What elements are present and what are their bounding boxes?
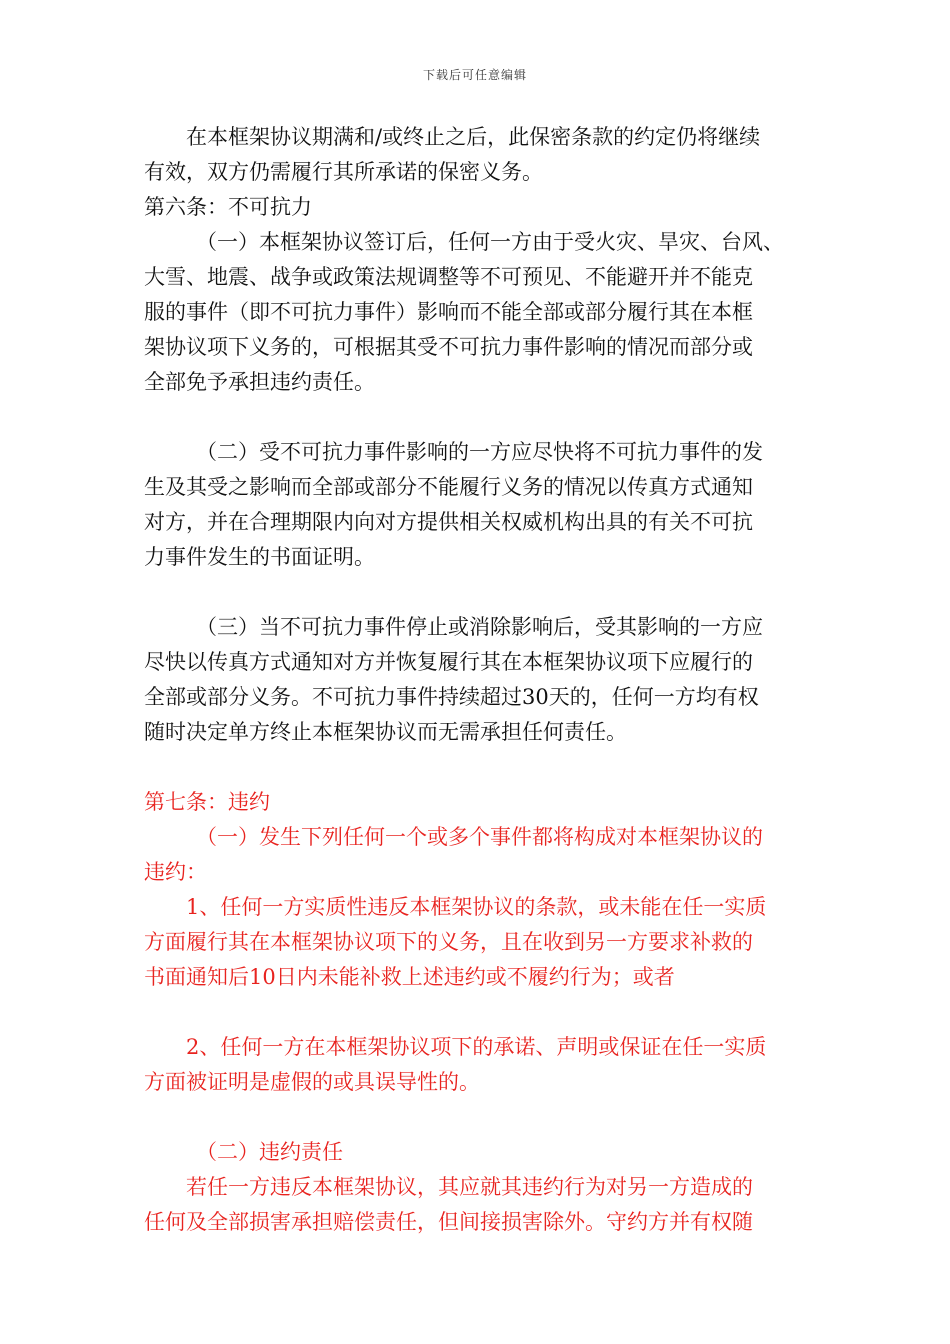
text-line: 违约：: [144, 860, 207, 884]
text-line: （三）当不可抗力事件停止或消除影响后，受其影响的一方应: [196, 615, 763, 639]
text-line: 全部免予承担违约责任。: [144, 370, 375, 394]
text-line: 书面通知后10日内未能补救上述违约或不履约行为；或者: [144, 965, 675, 989]
text-line: 生及其受之影响而全部或部分不能履行义务的情况以传真方式通知: [144, 475, 753, 499]
text-line: 第六条：不可抗力: [144, 195, 312, 219]
text-line: 大雪、地震、战争或政策法规调整等不可预见、不能避开并不能克: [144, 265, 753, 289]
paragraph-spacer: [144, 1100, 814, 1135]
document-body: [144, 120, 814, 1240]
paragraph-spacer: [144, 575, 814, 610]
text-line: 方面履行其在本框架协议项下的义务，且在收到另一方要求补救的: [144, 930, 753, 954]
text-line: 方面被证明是虚假的或具误导性的。: [144, 1070, 480, 1094]
text-line: 若任一方违反本框架协议，其应就其违约行为对另一方造成的: [186, 1175, 753, 1199]
text-line: 对方，并在合理期限内向对方提供相关权威机构出具的有关不可抗: [144, 510, 753, 534]
text-line: 2、任何一方在本框架协议项下的承诺、声明或保证在任一实质: [186, 1035, 767, 1059]
text-line: 力事件发生的书面证明。: [144, 545, 375, 569]
text-line: 全部或部分义务。不可抗力事件持续超过30天的，任何一方均有权: [144, 685, 759, 709]
text-line: 随时决定单方终止本框架协议而无需承担任何责任。: [144, 720, 627, 744]
text-line: 尽快以传真方式通知对方并恢复履行其在本框架协议项下应履行的: [144, 650, 753, 674]
text-line: 在本框架协议期满和/或终止之后，此保密条款的约定仍将继续: [186, 125, 761, 149]
text-line: 任何及全部损害承担赔偿责任，但间接损害除外。守约方并有权随: [144, 1210, 753, 1234]
paragraph-spacer: [144, 995, 814, 1030]
text-line: 1、任何一方实质性违反本框架协议的条款，或未能在任一实质: [186, 895, 767, 919]
page-header: 下载后可任意编辑: [422, 68, 527, 82]
text-line: 服的事件（即不可抗力事件）影响而不能全部或部分履行其在本框: [144, 300, 753, 324]
text-line: （二）违约责任: [196, 1140, 343, 1164]
text-line: 架协议项下义务的，可根据其受不可抗力事件影响的情况而部分或: [144, 335, 753, 359]
text-line: （一）本框架协议签订后，任何一方由于受火灾、旱灾、台风、: [196, 230, 784, 254]
text-line: 有效，双方仍需履行其所承诺的保密义务。: [144, 160, 543, 184]
text-line: 第七条：违约: [144, 790, 270, 814]
text-line: （二）受不可抗力事件影响的一方应尽快将不可抗力事件的发: [196, 440, 763, 464]
paragraph-spacer: [144, 400, 814, 435]
paragraph-spacer: [144, 750, 814, 785]
text-line: （一）发生下列任何一个或多个事件都将构成对本框架协议的: [196, 825, 763, 849]
